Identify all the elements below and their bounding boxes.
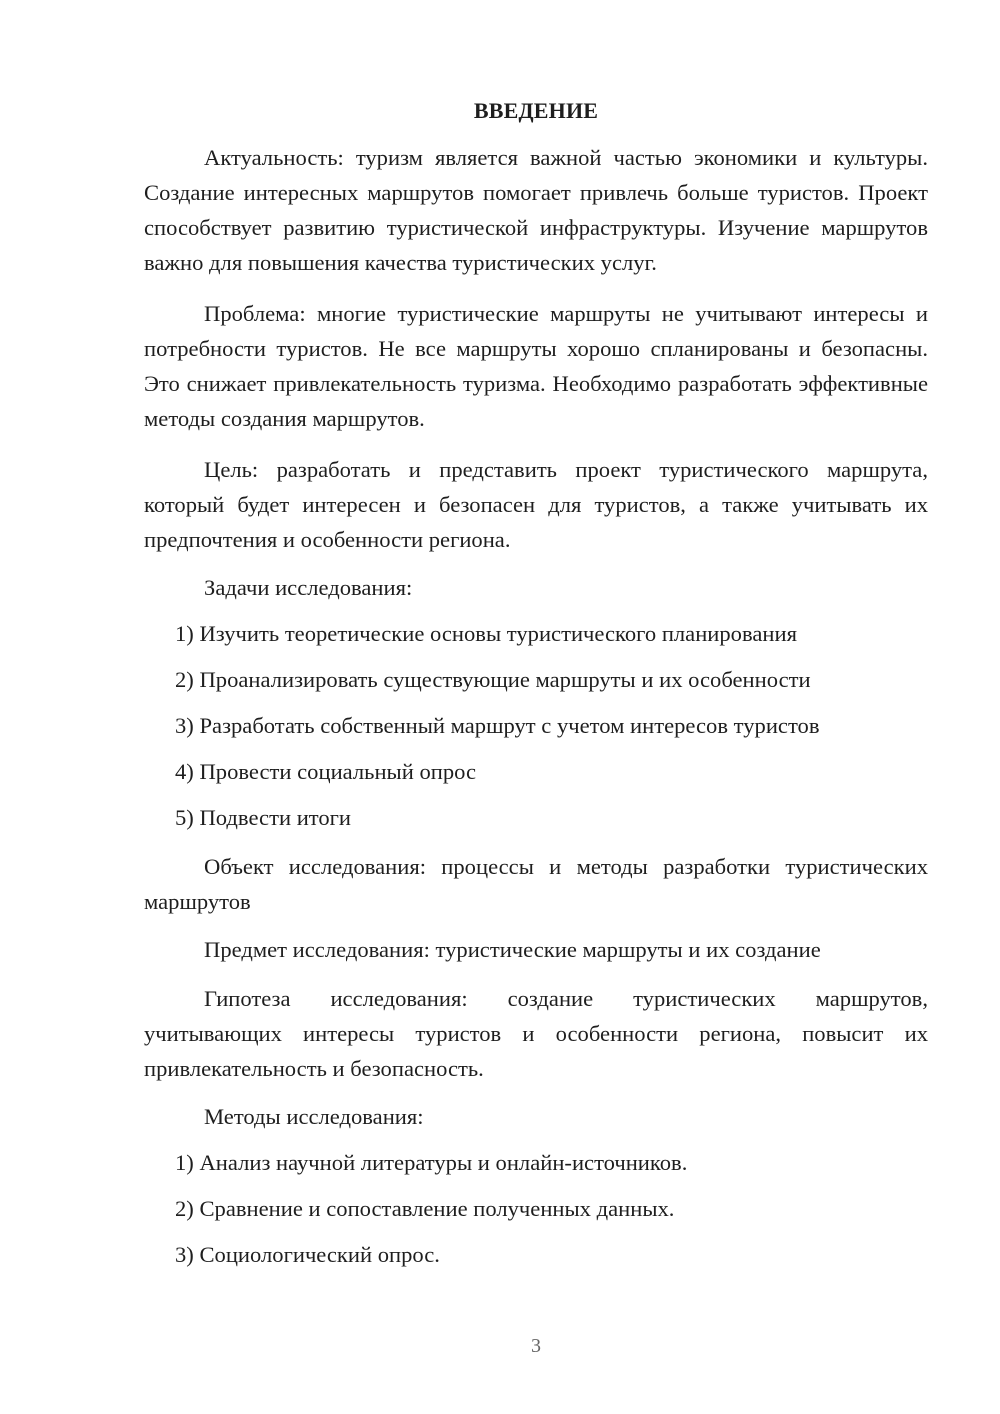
task-item: 4) Провести социальный опрос	[175, 759, 477, 784]
section-title: ВВЕДЕНИЕ	[473, 98, 599, 123]
problem-paragraph: Проблема: многие туристические маршруты не учитывают интересы и потребности туристов. Не все маршруты хорошо спланированы и безопасны. Это снижает привлекательность туризма. Необходимо разработать эффективные методы создания маршрутов.	[144, 301, 928, 431]
tasks-list	[144, 619, 928, 833]
task-item: 3) Разработать собственный маршрут с учетом интересов туристов	[175, 713, 820, 738]
methods-heading: Методы исследования:	[204, 1104, 424, 1129]
task-item: 2) Проанализировать существующие маршруты и их особенности	[175, 667, 811, 692]
task-item: 5) Подвести итоги	[175, 805, 352, 830]
methods-list	[144, 1148, 928, 1270]
method-item: 3) Социологический опрос.	[175, 1242, 440, 1267]
object-paragraph: Объект исследования: процессы и методы разработки туристических маршрутов	[144, 854, 928, 914]
task-item: 1) Изучить теоретические основы туристического планирования	[175, 621, 797, 646]
subject-line: Предмет исследования: туристические маршруты и их создание	[204, 937, 821, 962]
tasks-heading: Задачи исследования:	[204, 575, 413, 600]
method-item: 2) Сравнение и сопоставление полученных данных.	[175, 1196, 675, 1221]
relevance-paragraph: Актуальность: туризм является важной частью экономики и культуры. Создание интересных маршрутов помогает привлечь больше туристов. Проект способствует развитию туристической инфраструктуры. Изучение маршрутов важно для повышения качества туристических услуг.	[144, 145, 928, 275]
method-item: 1) Анализ научной литературы и онлайн-источников.	[175, 1150, 688, 1175]
document-body	[144, 96, 928, 1286]
goal-paragraph: Цель: разработать и представить проект туристического маршрута, который будет интересен и безопасен для туристов, а также учитывать их предпочтения и особенности региона.	[144, 457, 928, 552]
page-number: 3	[531, 1335, 541, 1357]
hypothesis-paragraph: Гипотеза исследования: создание туристических маршрутов, учитывающих интересы туристов и особенности региона, повысит их привлекательность и безопасность.	[144, 986, 928, 1081]
